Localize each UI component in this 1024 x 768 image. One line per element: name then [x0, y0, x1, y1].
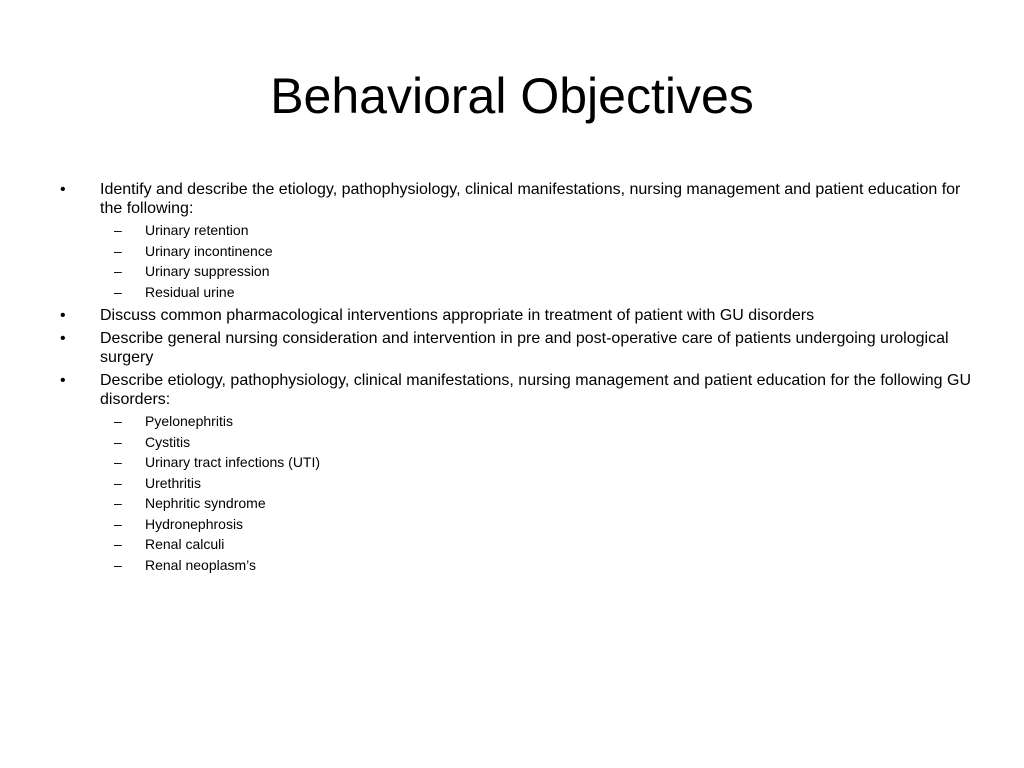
sub-bullet-text: Cystitis — [145, 433, 191, 450]
sub-bullet-item — [100, 534, 976, 555]
slide-content — [56, 180, 976, 579]
sub-bullet-item — [100, 473, 976, 494]
dash-icon: – — [114, 454, 122, 470]
sub-bullet-item — [100, 493, 976, 514]
dash-icon: – — [114, 413, 122, 429]
sub-bullet-text: Hydronephrosis — [145, 515, 244, 532]
bullet-text: Describe general nursing consideration and intervention in pre and post-operative care of patients undergoing urological surgery — [100, 330, 949, 366]
sub-bullet-item — [100, 282, 976, 303]
sub-bullet-item — [100, 452, 976, 473]
sub-bullet-list — [100, 220, 976, 302]
bullet-icon: • — [60, 330, 66, 347]
sub-bullet-list — [100, 411, 976, 575]
sub-bullet-text: Urinary suppression — [145, 263, 270, 279]
dash-icon: – — [114, 515, 122, 532]
dash-icon: – — [114, 263, 122, 279]
bullet-item — [56, 306, 976, 325]
dash-icon: – — [114, 242, 122, 259]
sub-bullet-text: Urinary incontinence — [145, 242, 273, 259]
dash-icon: – — [114, 474, 122, 491]
sub-bullet-text: Residual urine — [145, 283, 235, 300]
sub-bullet-item — [100, 261, 976, 282]
sub-bullet-item — [100, 220, 976, 241]
sub-bullet-item — [100, 432, 976, 453]
bullet-icon: • — [60, 307, 66, 324]
sub-bullet-text: Urinary tract infections (UTI) — [145, 454, 321, 470]
bullet-text: Discuss common pharmacological interventions appropriate in treatment of patient with GU disorders — [100, 307, 815, 324]
dash-icon: – — [114, 283, 122, 300]
bullet-text: Identify and describe the etiology, pathophysiology, clinical manifestations, nursing management and patient education for the following: — [100, 181, 961, 217]
bullet-text: Describe etiology, pathophysiology, clinical manifestations, nursing management and patient education for the following GU disorders: — [100, 372, 972, 408]
sub-bullet-text: Nephritic syndrome — [145, 495, 266, 511]
bullet-icon: • — [60, 181, 66, 198]
sub-bullet-item — [100, 555, 976, 576]
dash-icon: – — [114, 222, 122, 238]
bullet-item — [56, 180, 976, 302]
dash-icon: – — [114, 433, 122, 450]
sub-bullet-text: Renal calculi — [145, 536, 225, 552]
sub-bullet-item — [100, 514, 976, 535]
slide-title: Behavioral Objectives — [270, 68, 754, 124]
sub-bullet-text: Renal neoplasm’s — [145, 556, 257, 573]
bullet-item — [56, 329, 976, 367]
dash-icon: – — [114, 536, 122, 552]
sub-bullet-item — [100, 241, 976, 262]
bullet-icon: • — [60, 372, 66, 389]
bullet-item — [56, 371, 976, 575]
dash-icon: – — [114, 556, 122, 573]
dash-icon: – — [114, 495, 122, 511]
sub-bullet-text: Pyelonephritis — [145, 413, 233, 429]
bullet-list — [56, 180, 976, 575]
sub-bullet-text: Urethritis — [145, 474, 202, 491]
sub-bullet-item — [100, 411, 976, 432]
sub-bullet-text: Urinary retention — [145, 222, 249, 238]
